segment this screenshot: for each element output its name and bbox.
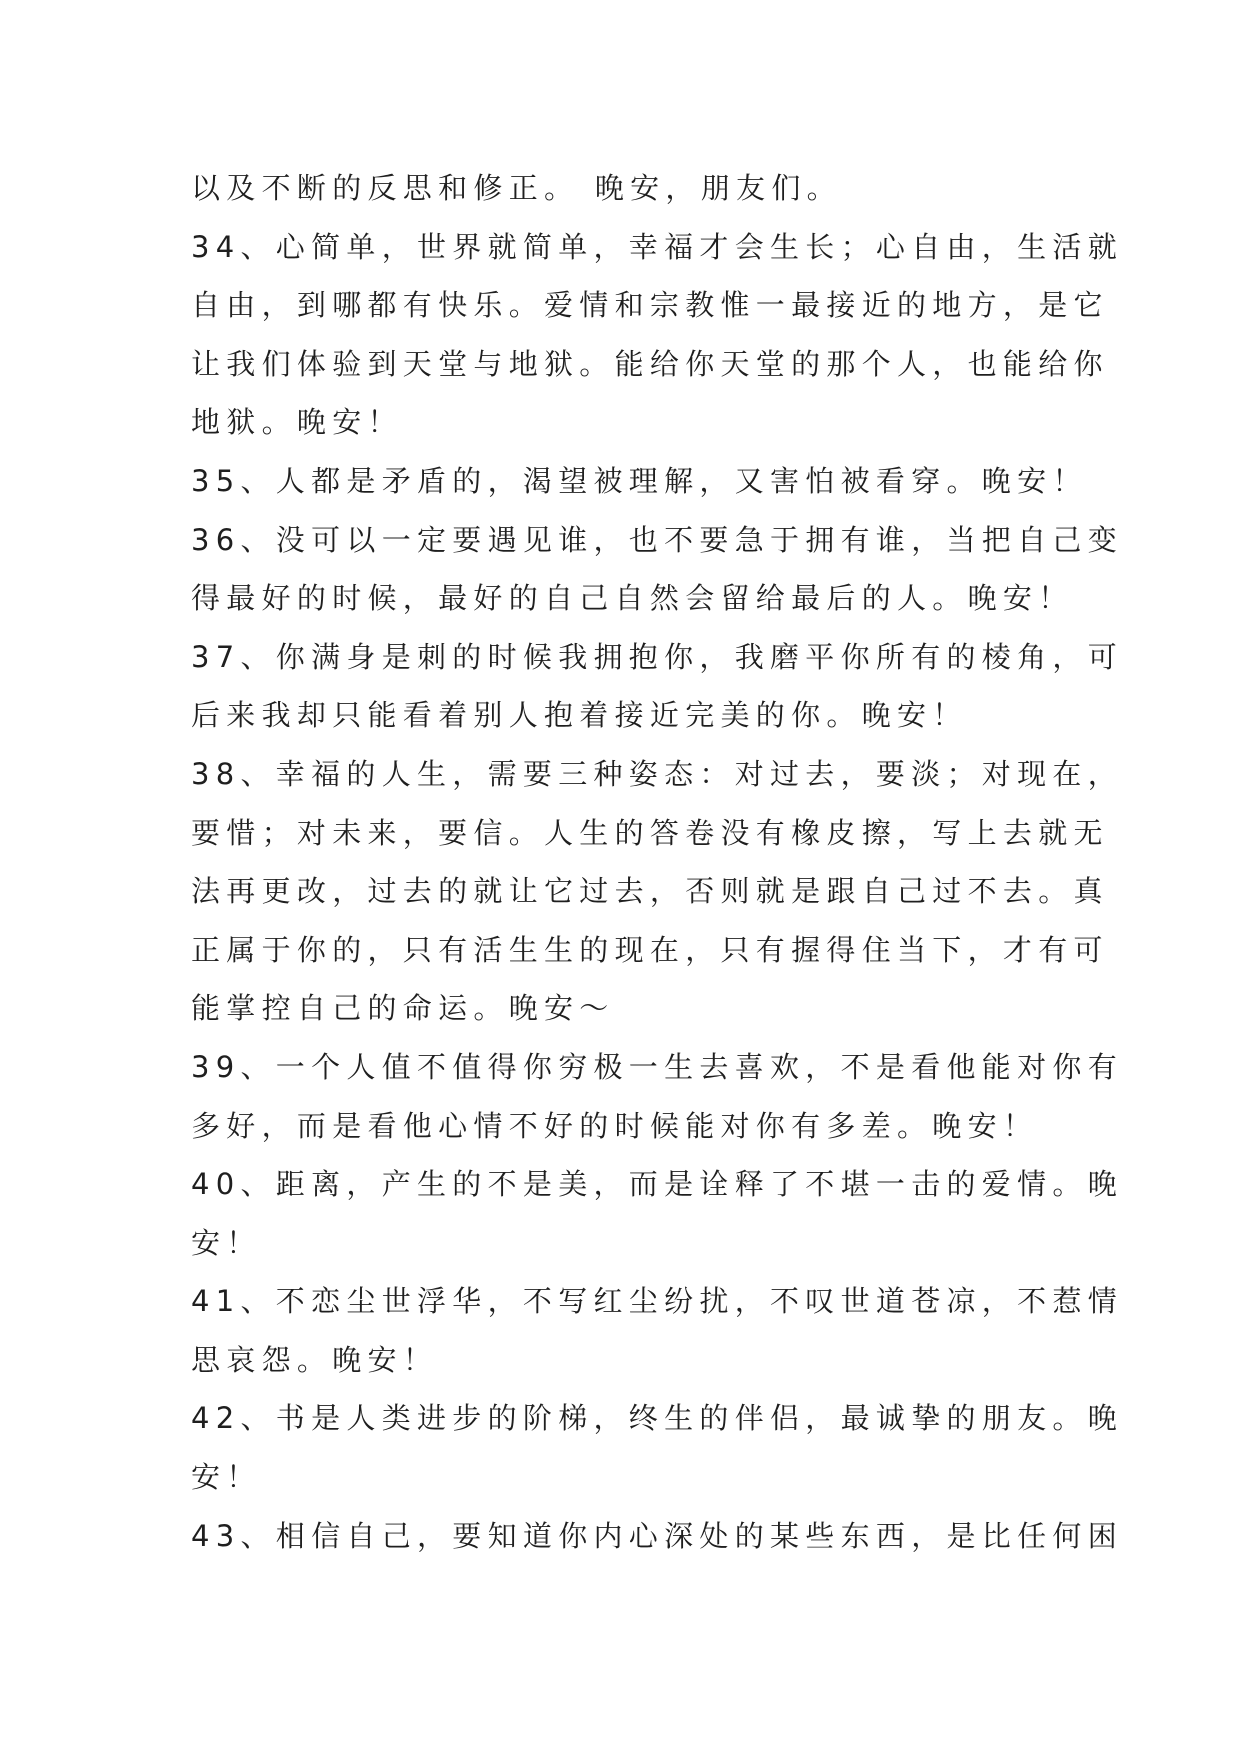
text-line: 40、距离，产生的不是美，而是诠释了不堪一击的爱情。晚 (191, 1167, 1124, 1202)
text-line: 法再更改，过去的就让它过去，否则就是跟自己过不去。真 (191, 874, 1109, 909)
text-line: 思哀怨。晚安！ (191, 1342, 439, 1377)
text-line: 39、一个人值不值得你穷极一生去喜欢，不是看他能对你有 (191, 1049, 1124, 1084)
text-line: 35、人都是矛盾的，渴望被理解，又害怕被看穿。晚安！ (191, 463, 1088, 498)
text-line: 42、书是人类进步的阶梯，终生的伴侣，最诚挚的朋友。晚 (191, 1401, 1124, 1436)
text-line: 37、你满身是刺的时候我拥抱你，我磨平你所有的棱角，可 (191, 639, 1124, 674)
text-line: 能掌控自己的命运。晚安～ (191, 991, 615, 1026)
text-line: 得最好的时候，最好的自己自然会留给最后的人。晚安！ (191, 581, 1074, 616)
document-body (191, 159, 1124, 1565)
text-line: 多好，而是看他心情不好的时候能对你有多差。晚安！ (191, 1108, 1039, 1143)
text-line: 后来我却只能看着别人抱着接近完美的你。晚安！ (191, 698, 968, 733)
text-line: 地狱。晚安！ (191, 405, 403, 440)
text-line: 让我们体验到天堂与地狱。能给你天堂的那个人，也能给你 (191, 346, 1109, 381)
text-line: 安！ (191, 1460, 262, 1495)
text-line: 以及不断的反思和修正。 晚安，朋友们。 (191, 171, 842, 205)
text-line: 41、不恋尘世浮华，不写红尘纷扰，不叹世道苍凉，不惹情 (191, 1284, 1124, 1319)
text-line: 安！ (191, 1225, 262, 1260)
text-line: 38、幸福的人生，需要三种姿态：对过去，要淡；对现在， (191, 756, 1124, 791)
text-line: 43、相信自己，要知道你内心深处的某些东西，是比任何困 (191, 1518, 1124, 1553)
text-line: 自由，到哪都有快乐。爱情和宗教惟一最接近的地方，是它 (191, 288, 1109, 323)
text-line: 要惜；对未来，要信。人生的答卷没有橡皮擦，写上去就无 (191, 815, 1109, 850)
text-line: 正属于你的，只有活生生的现在，只有握得住当下，才有可 (191, 932, 1109, 967)
text-line: 34、心简单，世界就简单，幸福才会生长；心自由，生活就 (191, 229, 1124, 264)
text-line: 36、没可以一定要遇见谁，也不要急于拥有谁，当把自己变 (191, 522, 1124, 557)
